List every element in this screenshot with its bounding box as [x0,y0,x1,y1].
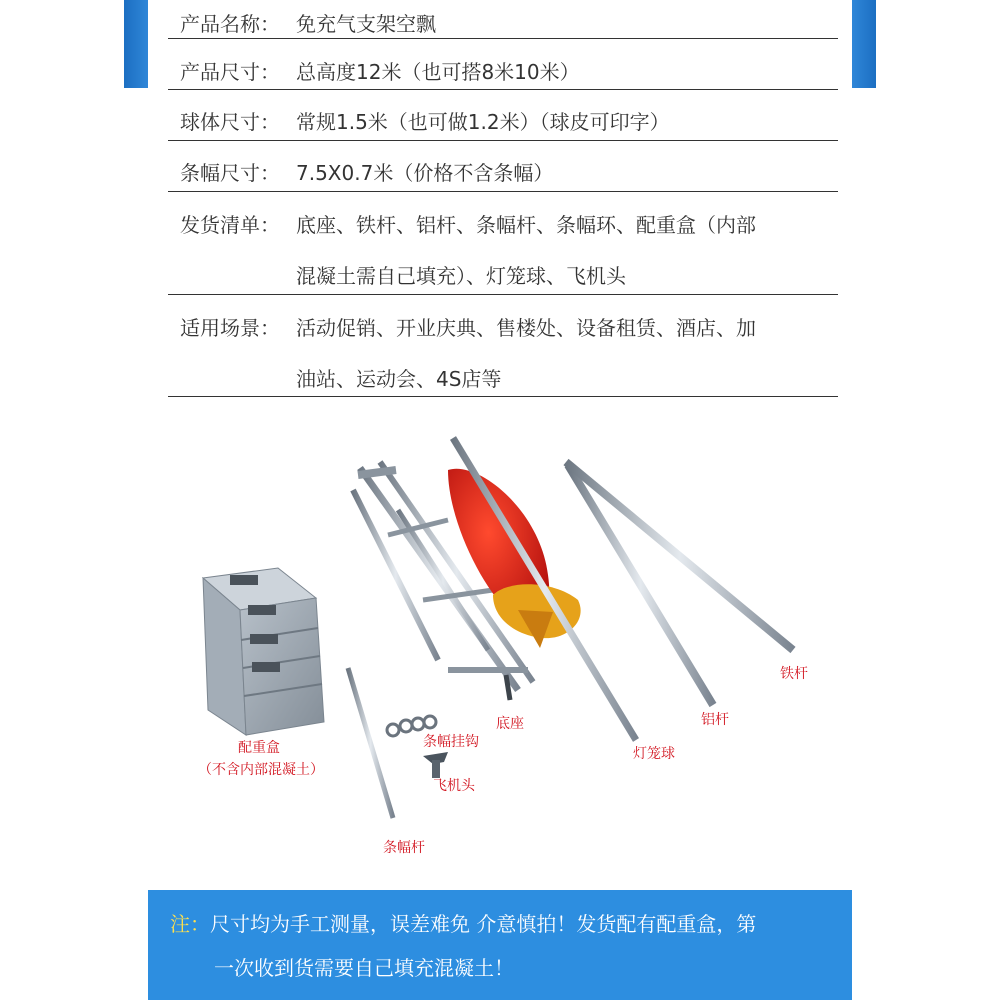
label-banner-pole: 条幅杆 [383,840,425,856]
notice-line-2: 一次收到货需要自己填充混凝土！ [214,956,514,980]
spec-value: 免充气支架空飘 [296,12,436,36]
spec-label: 产品名称： [180,12,280,36]
label-weight-box-note: （不含内部混凝土） [198,762,324,778]
spec-row-ball-size [168,89,838,141]
spec-row-use-cases [168,294,838,397]
spec-row-shipping-list [168,191,838,295]
spec-row-name [168,2,838,39]
banner-hook-image [387,716,436,736]
notice-text: 尺寸均为手工测量，误差难免 介意慎拍！发货配有配重盒，第 [210,912,757,936]
spec-value: 7.5X0.7米（价格不含条幅） [296,161,554,185]
spec-row-banner-size [168,140,838,192]
spec-value: 底座、铁杆、铝杆、条幅杆、条幅环、配重盒（内部 [296,213,756,237]
product-photo [148,400,852,880]
lantern-pole-image [453,438,636,740]
left-blue-frame [0,0,148,88]
label-banner-hook: 条幅挂钩 [423,734,479,750]
right-blue-frame [852,0,1000,88]
spec-label: 发货清单： [180,213,280,237]
left-margin [0,88,148,1000]
label-plane-head: 飞机头 [433,778,475,794]
label-weight-box: 配重盒 [238,740,280,756]
spec-value-continued: 油站、运动会、4S店等 [296,367,502,391]
spec-value-continued: 混凝土需自己填充）、灯笼球、飞机头 [296,264,626,288]
plane-head-image [423,752,448,778]
notice-line-1 [170,908,756,937]
spec-value: 活动促销、开业庆典、售楼处、设备租赁、酒店、加 [296,316,756,340]
label-base: 底座 [496,716,524,732]
spec-value: 常规1.5米（也可做1.2米）（球皮可印字） [296,110,670,134]
notice-prefix: 注： [170,912,210,936]
label-iron-pole: 铁杆 [780,666,808,682]
weight-box-image [203,568,324,735]
spec-label: 球体尺寸： [180,110,280,134]
label-aluminum-pole: 铝杆 [701,712,729,728]
banner-pole-image [348,668,393,818]
label-lantern-ball: 灯笼球 [633,746,675,762]
spec-value: 总高度12米（也可搭8米10米） [296,60,580,84]
product-detail-panel [148,0,852,1000]
spec-row-size [168,38,838,90]
notice-banner [148,890,852,1000]
spec-label: 产品尺寸： [180,60,280,84]
spec-label: 适用场景： [180,316,280,340]
iron-pole-image [566,462,793,650]
spec-label: 条幅尺寸： [180,161,280,185]
right-margin [852,88,1000,1000]
